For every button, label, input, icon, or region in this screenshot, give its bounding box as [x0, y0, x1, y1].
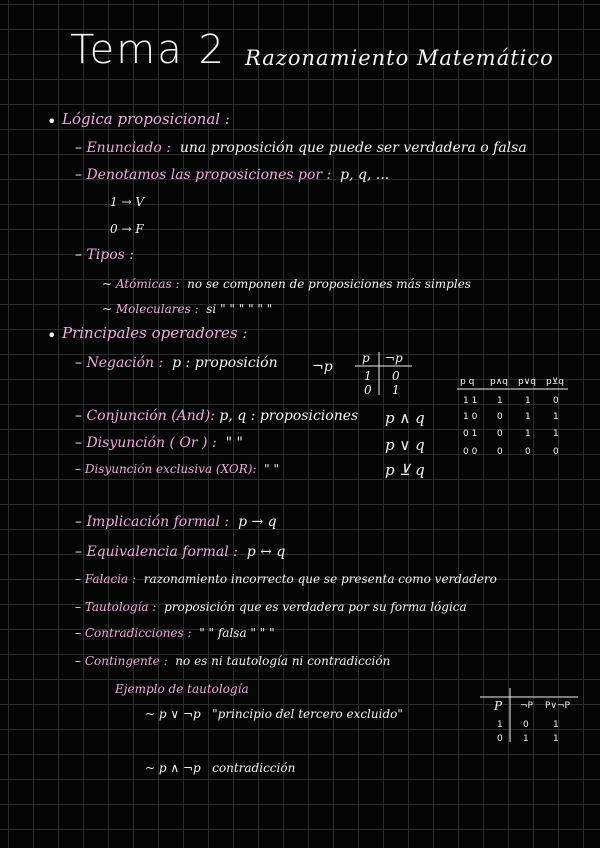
taut-table-cell: 1: [553, 734, 559, 744]
label-moleculares: Moleculares :: [115, 302, 199, 316]
op-table-cell: 0: [497, 429, 503, 439]
text-enunciado: una proposición que puede ser verdadera o falsa: [179, 140, 527, 156]
text-negacion: p : proposición: [172, 355, 278, 371]
op-table-head: p⊻q: [546, 377, 565, 387]
label-denotamos: Denotamos las proposiciones por :: [86, 167, 332, 183]
op-table-cell: 1: [497, 396, 503, 406]
label-negacion: Negación :: [86, 355, 164, 371]
name-ejemplo: "principio del tercero excluido": [212, 707, 403, 721]
line-falacia: – Falacia : razonamiento incorrecto que se presenta como verdadero: [75, 572, 497, 586]
taut-table-head: ¬P: [520, 701, 533, 711]
neg-table-cell: 0: [392, 369, 400, 383]
label-conjuncion: Conjunción (And):: [86, 408, 215, 424]
bullet-operadores: •: [47, 326, 57, 345]
line-contradiccion-ejemplo: [145, 762, 295, 774]
text-denotamos: p, q, ...: [340, 167, 390, 183]
taut-table-cell: 1: [553, 720, 559, 730]
expr-ejemplo: ~ p ∨ ¬p: [145, 707, 201, 721]
label-enunciado: Enunciado :: [86, 140, 171, 156]
op-table-cell: 0: [553, 447, 559, 457]
text-moleculares: si " " " " " ": [206, 302, 273, 316]
text-contradicciones: " " falsa " " ": [199, 626, 275, 640]
expr-conjuncion: p ∧ q: [385, 409, 425, 427]
op-table-cell: 0: [497, 447, 503, 457]
label-exclusiva: Disyunción exclusiva (XOR):: [84, 462, 257, 476]
map-one: 1 → V: [110, 195, 144, 209]
taut-table-cell: 1: [523, 734, 529, 744]
op-table-cell: 1 0: [463, 412, 478, 422]
expr-implicacion: p → q: [238, 514, 277, 530]
line-equivalencia: – Equivalencia formal : p ↔ q: [75, 544, 286, 560]
neg-table-head-p: p: [362, 351, 370, 365]
line-tautologia: – Tautología : proposición que es verdadera por su forma lógica: [75, 600, 467, 614]
ditto-exclusiva: " ": [264, 462, 280, 476]
line-ejemplo: [145, 708, 403, 720]
taut-table-cell: 0: [523, 720, 529, 730]
line-tipos: – Tipos :: [75, 247, 135, 263]
label-atomicas: Atómicas :: [115, 277, 180, 291]
neg-table-cell: 0: [364, 383, 372, 397]
label-contingente: Contingente :: [84, 654, 168, 668]
op-table-head: p∨q: [518, 377, 537, 387]
taut-table-head: P∨¬P: [545, 701, 570, 711]
line-contradicciones: – Contradicciones : " " falsa " " ": [75, 626, 275, 640]
taut-table-head: P: [494, 699, 503, 713]
expr-negacion: ¬p: [312, 359, 333, 375]
line-negacion: – Negación : p : proposición: [75, 355, 278, 371]
line-disyuncion: – Disyunción ( Or ) : " ": [75, 435, 243, 451]
label-implicacion: Implicación formal :: [86, 514, 230, 530]
text-tautologia: proposición que es verdadera por su forma lógica: [164, 600, 467, 614]
op-table-cell: 0 0: [463, 447, 478, 457]
line-implicacion: – Implicación formal : p → q: [75, 514, 277, 530]
op-table-cell: 1: [525, 429, 531, 439]
text-atomicas: no se componen de proposiciones más simples: [187, 277, 471, 291]
expr-exclusiva: p ⊻ q: [385, 461, 425, 479]
text-contingente: no es ni tautología ni contradicción: [175, 654, 391, 668]
heading-operadores: Principales operadores :: [62, 324, 248, 342]
op-table-cell: 1: [525, 396, 531, 406]
line-contingente: – Contingente : no es ni tautología ni contradicción: [75, 654, 391, 668]
op-table-cell: 0: [497, 412, 503, 422]
op-table-cell: 0 1: [463, 429, 478, 439]
text-conjuncion: p, q : proposiciones: [219, 408, 359, 424]
expr-equivalencia: p ↔ q: [246, 544, 286, 560]
line-denotamos: – Denotamos las proposiciones por : p, q, ...: [75, 167, 390, 183]
expr-disyuncion: p ∨ q: [385, 436, 425, 454]
op-table-cell: 0: [525, 447, 531, 457]
page-title-tema: Tema 2: [70, 27, 226, 73]
line-atomicas: ~ Atómicas : no se componen de proposiciones más simples: [102, 277, 471, 291]
neg-table-cell: 1: [392, 383, 400, 397]
label-tipos: Tipos :: [86, 247, 135, 263]
op-table-head: p q: [460, 377, 475, 387]
line-conjuncion: – Conjunción (And): p, q : proposiciones: [75, 408, 359, 424]
op-table-cell: 1: [525, 412, 531, 422]
neg-table-head-notp: ¬p: [385, 351, 403, 365]
bullet-logica: •: [47, 112, 57, 131]
label-ejemplo: Ejemplo de tautología: [115, 682, 249, 696]
neg-table-cell: 1: [364, 369, 372, 383]
label-equivalencia: Equivalencia formal :: [86, 544, 238, 560]
label-disyuncion: Disyunción ( Or ) :: [86, 435, 217, 451]
line-enunciado: – Enunciado : una proposición que puede ser verdadera o falsa: [75, 140, 527, 156]
op-table-cell: 1: [553, 429, 559, 439]
text-falacia: razonamiento incorrecto que se presenta como verdadero: [143, 572, 497, 586]
ditto-disyuncion: " ": [225, 435, 243, 451]
label-tautologia: Tautología :: [84, 600, 157, 614]
name-contradiccion: contradicción: [212, 761, 296, 775]
label-falacia: Falacia :: [84, 572, 137, 586]
op-table-cell: 1: [553, 412, 559, 422]
page-title-subject: Razonamiento Matemático: [245, 46, 554, 70]
taut-table-cell: 0: [497, 734, 503, 744]
label-contradicciones: Contradicciones :: [84, 626, 192, 640]
map-zero: 0 → F: [110, 222, 144, 236]
op-table-head: p∧q: [490, 377, 509, 387]
line-moleculares: ~ Moleculares : si " " " " " ": [102, 302, 273, 316]
heading-logica: Lógica proposicional :: [62, 110, 230, 128]
expr-contradiccion: ~ p ∧ ¬p: [145, 761, 201, 775]
op-table-cell: 1 1: [463, 396, 478, 406]
taut-table-cell: 1: [497, 720, 503, 730]
line-exclusiva: – Disyunción exclusiva (XOR): " ": [75, 462, 280, 476]
op-table-cell: 0: [553, 396, 559, 406]
